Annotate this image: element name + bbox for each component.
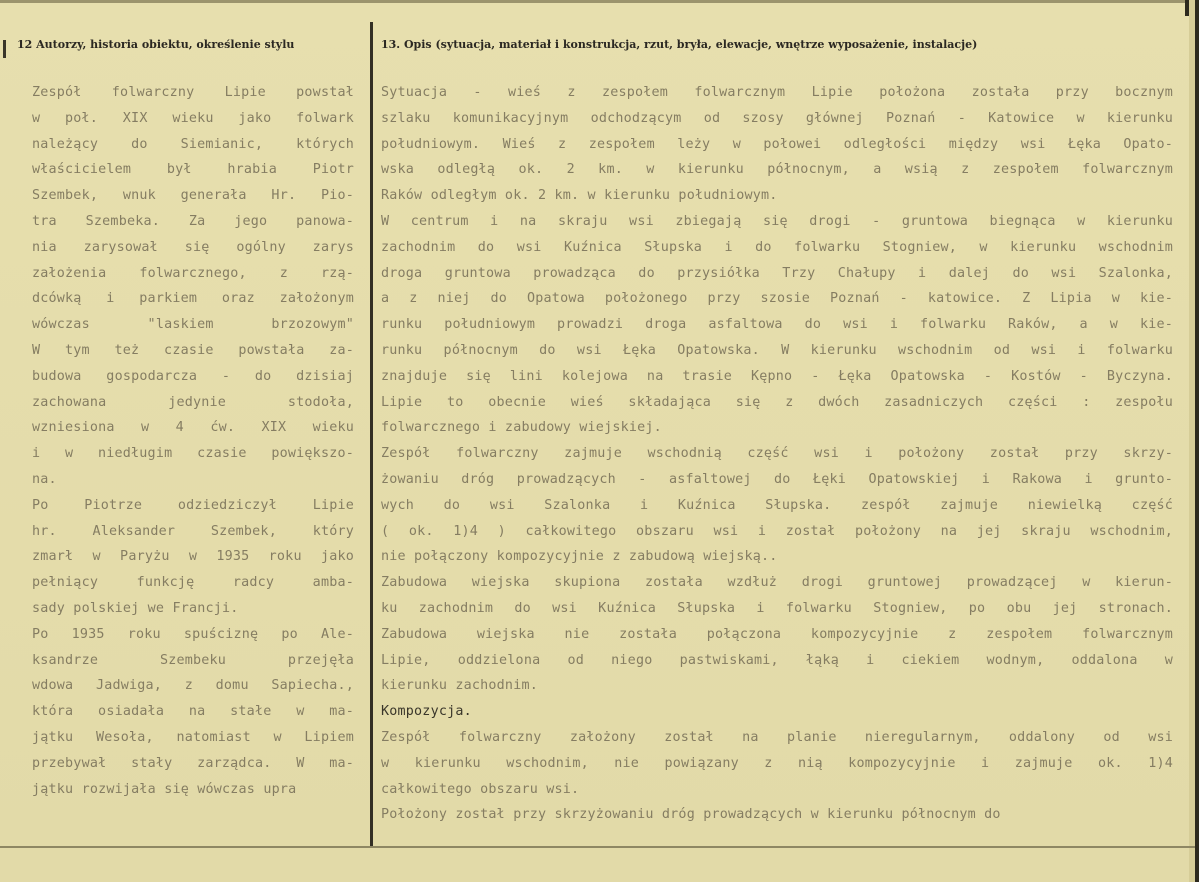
text-line: która osiadała na stałe w ma- xyxy=(32,704,354,720)
margin-mark xyxy=(3,40,6,58)
column-divider xyxy=(370,22,373,848)
text-line: Zabudowa wiejska skupiona została wzdłuż drogi gruntowej prowadzącej w kierun- xyxy=(381,575,1173,591)
text-line: przebywał stały zarządca. W ma- xyxy=(32,755,354,771)
text-line: ksandrze Szembeku przejęła xyxy=(32,652,354,668)
text-line: budowa gospodarcza - do dzisiaj xyxy=(32,368,354,384)
text-line: dcówką i parkiem oraz założonym xyxy=(32,291,354,307)
text-line: Lipie to obecnie wieś składająca się z dwóch zasadniczych części : zespołu xyxy=(381,394,1173,410)
text-line: a z niej do Opatowa położonego przy szosie Poznań - katowice. Z Lipia w kie- xyxy=(381,291,1173,307)
text-line: żowaniu dróg prowadzących - asfaltowej do Łęki Opatowskiej i Rakowa i grunto- xyxy=(381,471,1173,487)
text-line: sady polskiej we Francji. xyxy=(32,600,239,616)
text-line: zmarł w Paryżu w 1935 roku jako xyxy=(32,549,354,565)
text-line: nia zarysował się ogólny zarys xyxy=(32,239,354,255)
text-line: Po Piotrze odziedziczył Lipie xyxy=(32,497,354,513)
text-line: Zespół folwarczny Lipie powstał xyxy=(32,85,354,100)
text-line: właścicielem był hrabia Piotr xyxy=(32,162,354,178)
text-line: wzniesiona w 4 ćw. XIX wieku xyxy=(32,420,354,436)
text-line: założenia folwarcznego, z rzą- xyxy=(32,265,354,281)
text-line: folwarcznego i zabudowy wiejskiej. xyxy=(381,420,662,436)
text-line: tra Szembeka. Za jego panowa- xyxy=(32,213,354,229)
text-line: Lipie, oddzielona od niego pastwiskami, łąką i ciekiem wodnym, oddalona w xyxy=(381,652,1173,668)
text-line: Szembek, wnuk generała Hr. Pio- xyxy=(32,188,354,204)
text-line: runku północnym do wsi Łęka Opatowska. W kierunku wschodnim od wsi i folwarku xyxy=(381,342,1173,358)
text-line: całkowitego obszaru wsi. xyxy=(381,781,580,797)
scan-edge xyxy=(1195,0,1199,882)
text-line: wówczas "laskiem brzozowym" xyxy=(32,317,354,333)
text-line: Sytuacja - wieś z zespołem folwarcznym Lipie położona została przy bocznym xyxy=(381,85,1173,100)
description-column xyxy=(381,80,1173,828)
text-line: południowym. Wieś z zespołem leży w połowei odległości między wsi Łęka Opato- xyxy=(381,136,1173,152)
section-13-header: 13. Opis (sytuacja, materiał i konstrukcja, rzut, bryła, elewacje, wnętrze wyposażenie, instalacje) xyxy=(381,38,978,51)
text-line: jątku rozwijała się wówczas upra xyxy=(32,781,297,797)
text-line: ku zachodnim do wsi Kuźnica Słupska i folwarku Stogniew, po obu jej stronach. xyxy=(381,600,1173,616)
text-line: znajduje się lini kolejowa na trasie Kępno - Łęka Opatowska - Kostów - Byczyna. xyxy=(381,368,1173,384)
section-12-header: 12 Autorzy, historia obiektu, określenie stylu xyxy=(17,38,295,51)
text-line: wych do wsi Szalonka i Kuźnica Słupska. zespół zajmuje niewielką część xyxy=(381,497,1173,513)
text-line: ( ok. 1)4 ) całkowitego obszaru wsi i został położony na jej skraju wschodnim, xyxy=(381,523,1173,539)
text-line: runku południowym prowadzi droga asfaltowa do wsi i folwarku Raków, a w kie- xyxy=(381,317,1173,333)
text-line: Kompozycja. xyxy=(381,704,472,720)
text-line: Zespół folwarczny zajmuje wschodnią część wsi i położony został przy skrzy- xyxy=(381,446,1173,462)
top-border xyxy=(0,0,1199,3)
text-line: wska odległą ok. 2 km. w kierunku północnym, a wsią z zespołem folwarcznym xyxy=(381,162,1173,178)
text-line: kierunku zachodnim. xyxy=(381,678,538,694)
text-line: szlaku komunikacyjnym odchodzącym od szosy głównej Poznań - Katowice w kierunku xyxy=(381,110,1173,126)
text-line: nie połączony kompozycyjnie z zabudową wiejską.. xyxy=(381,549,778,565)
text-line: pełniący funkcję radcy amba- xyxy=(32,575,354,591)
text-line: Zabudowa wiejska nie została połączona kompozycyjnie z zespołem folwarcznym xyxy=(381,626,1173,642)
text-line: W tym też czasie powstała za- xyxy=(32,342,354,358)
history-column xyxy=(32,80,354,802)
text-line: w poł. XIX wieku jako folwark xyxy=(32,110,354,126)
text-line: zachowana jedynie stodoła, xyxy=(32,394,354,410)
text-line: W centrum i na skraju wsi zbiegają się drogi - gruntowa biegnąca w kierunku xyxy=(381,213,1173,229)
text-line: Położony został przy skrzyżowaniu dróg prowadzących w kierunku północnym do xyxy=(381,807,1001,823)
text-line: w kierunku wschodnim, nie powiązany z nią kompozycyjnie i zajmuje ok. 1)4 xyxy=(381,755,1173,771)
text-line: Raków odległym ok. 2 km. w kierunku południowym. xyxy=(381,188,778,204)
text-line: hr. Aleksander Szembek, który xyxy=(32,523,354,539)
text-line: na. xyxy=(32,471,57,487)
text-line: wdowa Jadwiga, z domu Sapiecha., xyxy=(32,678,354,694)
text-line: i w niedługim czasie powiększo- xyxy=(32,446,354,462)
text-line: droga gruntowa prowadząca do przysiółka Trzy Chałupy i dalej do wsi Szalonka, xyxy=(381,265,1173,281)
text-line: należący do Siemianic, których xyxy=(32,136,354,152)
text-line: zachodnim do wsi Kuźnica Słupska i do folwarku Stogniew, w kierunku wschodnim xyxy=(381,239,1173,255)
bottom-border xyxy=(0,846,1195,848)
text-line: Zespół folwarczny założony został na planie nieregularnym, oddalony od wsi xyxy=(381,729,1173,745)
text-line: jątku Wesoła, natomiast w Lipiem xyxy=(32,729,354,745)
text-line: Po 1935 roku spuściznę po Ale- xyxy=(32,626,354,642)
